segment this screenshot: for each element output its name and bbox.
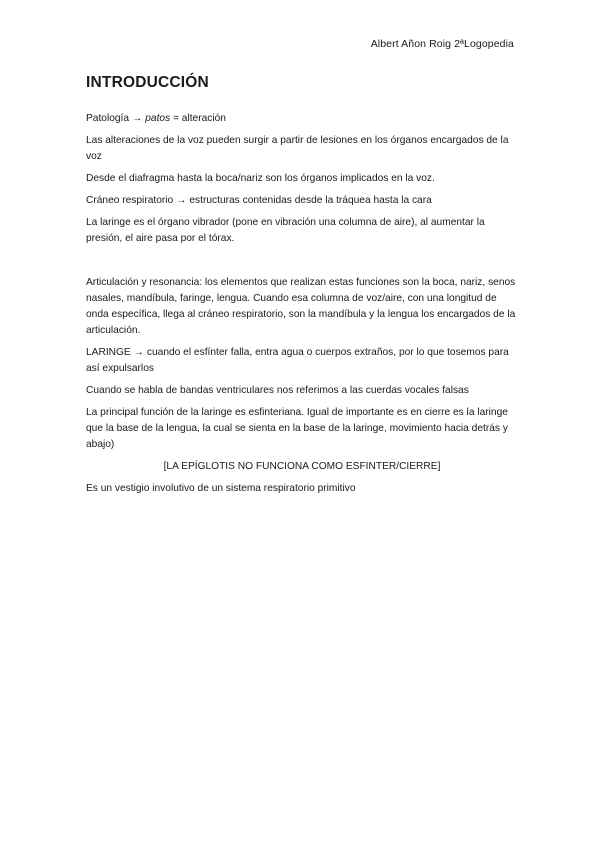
- patologia-meaning: = alteración: [173, 113, 226, 124]
- paragraph-diafragma: Desde el diafragma hasta la boca/nariz son los órganos implicados en la voz.: [86, 173, 435, 184]
- paragraph-laringe-vibrador: La laringe es el órgano vibrador (pone en vibración una columna de aire), al aumentar la presión, el aire pasa por el tórax.: [86, 217, 485, 244]
- document-title: INTRODUCCIÓN: [86, 74, 209, 91]
- patologia-root: patos: [145, 113, 171, 124]
- right-arrow-icon: →: [133, 347, 144, 358]
- paragraph-articulacion: Articulación y resonancia: los elementos que realizan estas funciones son la boca, nariz, senos nasales, mandíbula, faringe, lengua. Cuando esa columna de voz/aire, con una longitud de onda específica, llega al cráneo respiratorio, son la mandíbula y la lengua los encargados de la articulación.: [86, 277, 516, 336]
- paragraph-patologia: [86, 111, 518, 127]
- paragraph-funcion: La principal función de la laringe es esfinteriana. Igual de importante es en cierre es la laringe que la base de la lengua, la cual se sienta en la base de la laringe, movimiento hacia detrás y abajo): [86, 407, 508, 450]
- craneo-term: Cráneo respiratorio: [86, 195, 174, 206]
- craneo-definition: estructuras contenidas desde la tráquea hasta la cara: [189, 195, 432, 206]
- paragraph-laringe-esfinter: [86, 345, 518, 377]
- paragraph-craneo-respiratorio: [86, 193, 518, 209]
- laringe-definition: cuando el esfínter falla, entra agua o cuerpos extraños, por lo que tosemos para así expulsarlos: [86, 347, 509, 374]
- right-arrow-icon: →: [176, 195, 187, 206]
- paragraph-vestigio: Es un vestigio involutivo de un sistema respiratorio primitivo: [86, 483, 356, 494]
- laringe-term: LARINGE: [86, 347, 131, 358]
- paragraph-bandas: Cuando se habla de bandas ventriculares nos referimos a las cuerdas vocales falsas: [86, 385, 469, 396]
- paragraph-epiglotis: [LA EPÍGLOTIS NO FUNCIONA COMO ESFINTER/CIERRE]: [163, 461, 441, 472]
- header-author: Albert Añon Roig 2ªLogopedia: [370, 38, 514, 50]
- document-body: [86, 74, 518, 503]
- paragraph-alteraciones: Las alteraciones de la voz pueden surgir a partir de lesiones en los órganos encargados de la voz: [86, 135, 509, 162]
- right-arrow-icon: →: [132, 113, 143, 124]
- patologia-term: Patología: [86, 113, 130, 124]
